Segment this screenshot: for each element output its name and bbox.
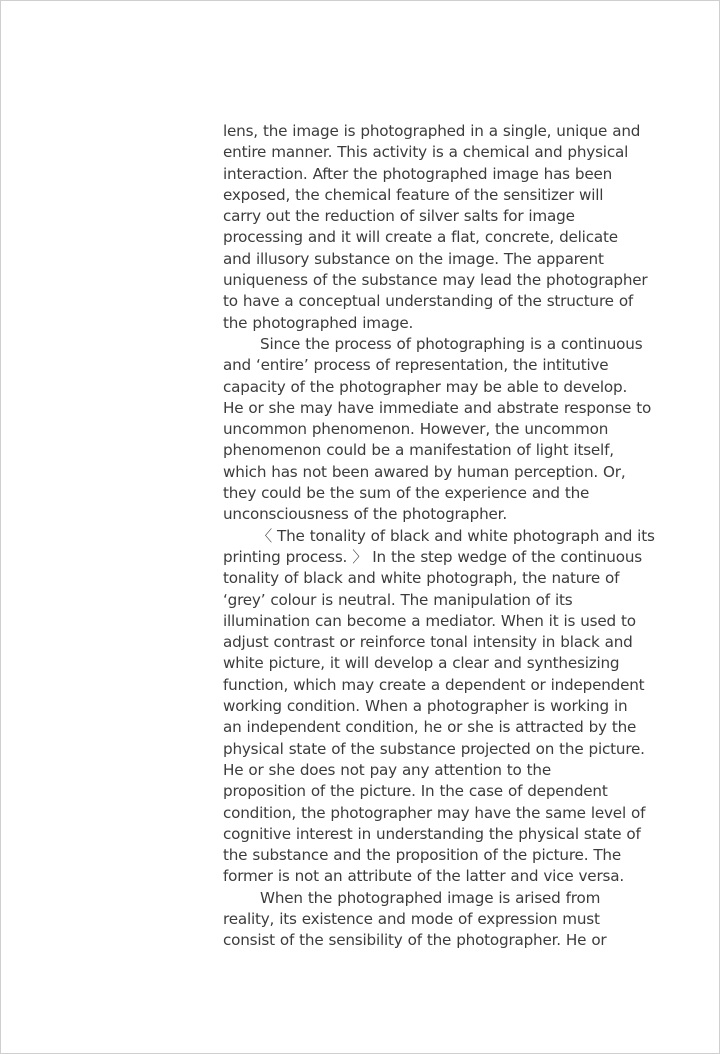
text-line: He or she may have immediate and abstrate response to bbox=[223, 398, 652, 417]
text-line: physical state of the substance projected on the picture. bbox=[223, 739, 645, 758]
text-line: illumination can become a mediator. When it is used to bbox=[223, 611, 636, 630]
text-line: reality, its existence and mode of expression must bbox=[223, 909, 600, 928]
text-line: carry out the reduction of silver salts for image bbox=[223, 207, 575, 226]
body-text bbox=[223, 121, 655, 952]
text-line: unconsciousness of the photographer. bbox=[223, 505, 507, 524]
text-line: proposition of the picture. In the case of dependent bbox=[223, 782, 608, 801]
text-line: and illusory substance on the image. The apparent bbox=[223, 249, 604, 268]
text-line: uniqueness of the substance may lead the photographer bbox=[223, 271, 648, 290]
text-line: capacity of the photographer may be able to develop. bbox=[223, 377, 628, 396]
paragraph-start-line: Since the process of photographing is a continuous bbox=[260, 334, 643, 353]
text-line: tonality of black and white photograph, the nature of bbox=[223, 569, 620, 588]
text-line: entire manner. This activity is a chemical and physical bbox=[223, 143, 629, 162]
text-line: the photographed image. bbox=[223, 313, 414, 332]
text-line: interaction. After the photographed image has been bbox=[223, 164, 613, 183]
paragraph-start-line: When the photographed image is arised from bbox=[260, 888, 601, 907]
text-line: function, which may create a dependent or independent bbox=[223, 675, 645, 694]
text-line: an independent condition, he or she is attracted by the bbox=[223, 718, 637, 737]
text-line: uncommon phenomenon. However, the uncommon bbox=[223, 420, 609, 439]
text-line: condition, the photographer may have the same level of bbox=[223, 803, 646, 822]
text-line: He or she does not pay any attention to the bbox=[223, 760, 551, 779]
text-line: ‘grey’ colour is neutral. The manipulation of its bbox=[223, 590, 573, 609]
text-line: lens, the image is photographed in a single, unique and bbox=[223, 122, 641, 140]
text-line: to have a conceptual understanding of the structure of bbox=[223, 292, 634, 311]
text-line: white picture, it will develop a clear and synthesizing bbox=[223, 654, 620, 673]
text-line: exposed, the chemical feature of the sensitizer will bbox=[223, 185, 604, 204]
text-line: processing and it will create a flat, concrete, delicate bbox=[223, 228, 618, 247]
text-line: phenomenon could be a manifestation of light itself, bbox=[223, 441, 614, 460]
text-line: the substance and the proposition of the picture. The bbox=[223, 846, 621, 865]
text-line: former is not an attribute of the latter and vice versa. bbox=[223, 867, 624, 886]
text-line: cognitive interest in understanding the physical state of bbox=[223, 824, 641, 843]
text-line: consist of the sensibility of the photographer. He or bbox=[223, 931, 607, 950]
text-line: working condition. When a photographer is working in bbox=[223, 697, 628, 716]
text-line: adjust contrast or reinforce tonal intensity in black and bbox=[223, 633, 633, 652]
text-line: printing process. 〉 In the step wedge of the continuous bbox=[223, 547, 642, 566]
text-line: they could be the sum of the experience and the bbox=[223, 484, 590, 503]
text-line: and ‘entire’ process of representation, the intitutive bbox=[223, 356, 609, 375]
text-line: which has not been awared by human perception. Or, bbox=[223, 462, 626, 481]
section-heading-line: 〈 The tonality of black and white photograph and its bbox=[257, 526, 655, 545]
